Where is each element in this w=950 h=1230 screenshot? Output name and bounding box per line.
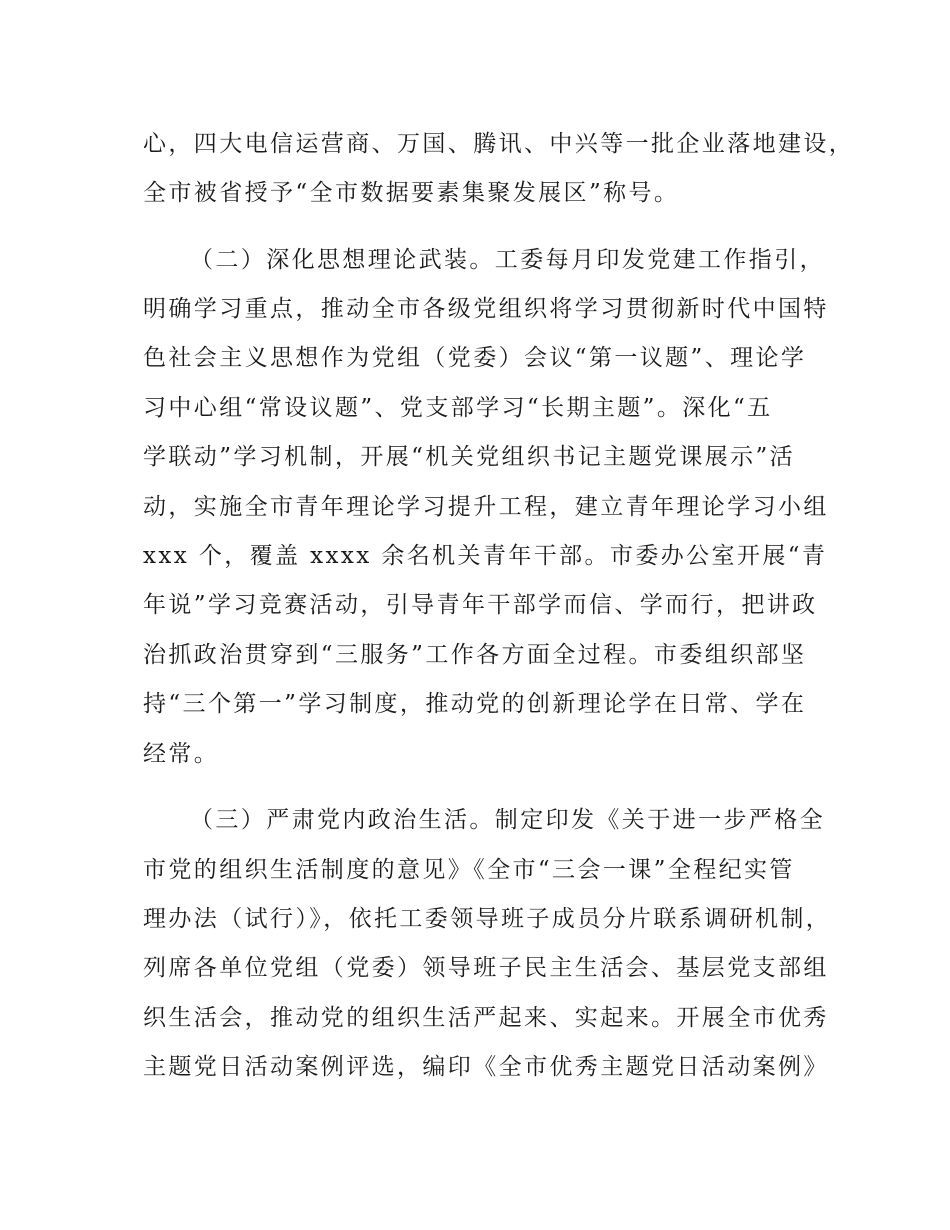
- text-line: 年说”学习竞赛活动，引导青年干部学而信、学而行，把讲政: [143, 592, 818, 618]
- text-line: 列席各单位党组（党委）领导班子民主生活会、基层党支部组: [143, 955, 829, 981]
- text-line: 织生活会，推动党的组织生活严起来、实起来。开展全市优秀: [143, 1005, 829, 1031]
- text-line: 全市被省授予“全市数据要素集聚发展区”称号。: [143, 180, 680, 206]
- paragraph-heading-line: （二）深化思想理论武装。工委每月印发党建工作指引，: [190, 247, 825, 273]
- text-line: 学联动”学习机制，开展“机关党组织书记主题党课展示”活: [143, 444, 796, 470]
- text-line: xxx 个，覆盖 xxxx 余名机关青年干部。市委办公室开展“青: [143, 543, 828, 569]
- text-line: 动，实施全市青年理论学习提升工程，建立青年理论学习小组: [143, 494, 829, 520]
- text-line: 明确学习重点，推动全市各级党组织将学习贯彻新时代中国特: [143, 296, 829, 322]
- text-line: 持“三个第一”学习制度，推动党的创新理论学在日常、学在: [143, 691, 807, 717]
- text-line: 市党的组织生活制度的意见》《全市“三会一课”全程纪实管: [143, 857, 795, 883]
- text-line: 经常。: [143, 741, 220, 767]
- text-line: 色社会主义思想作为党组（党委）会议“第一议题”、理论学: [143, 345, 807, 371]
- text-line: 心，四大电信运营商、万国、腾讯、中兴等一批企业落地建设，: [143, 131, 855, 157]
- text-line: 习中心组“常设议题”、党支部学习“长期主题”。深化“五: [143, 395, 773, 421]
- paragraph-heading-line: （三）严肃党内政治生活。制定印发《关于进一步严格全: [190, 807, 825, 833]
- text-line: 治抓政治贯穿到“三服务”工作各方面全过程。市委组织部坚: [143, 642, 807, 668]
- text-line: 理办法（试行）》，依托工委领导班子成员分片联系调研机制，: [143, 906, 832, 932]
- text-line: 主题党日活动案例评选，编印《全市优秀主题党日活动案例》: [143, 1054, 829, 1080]
